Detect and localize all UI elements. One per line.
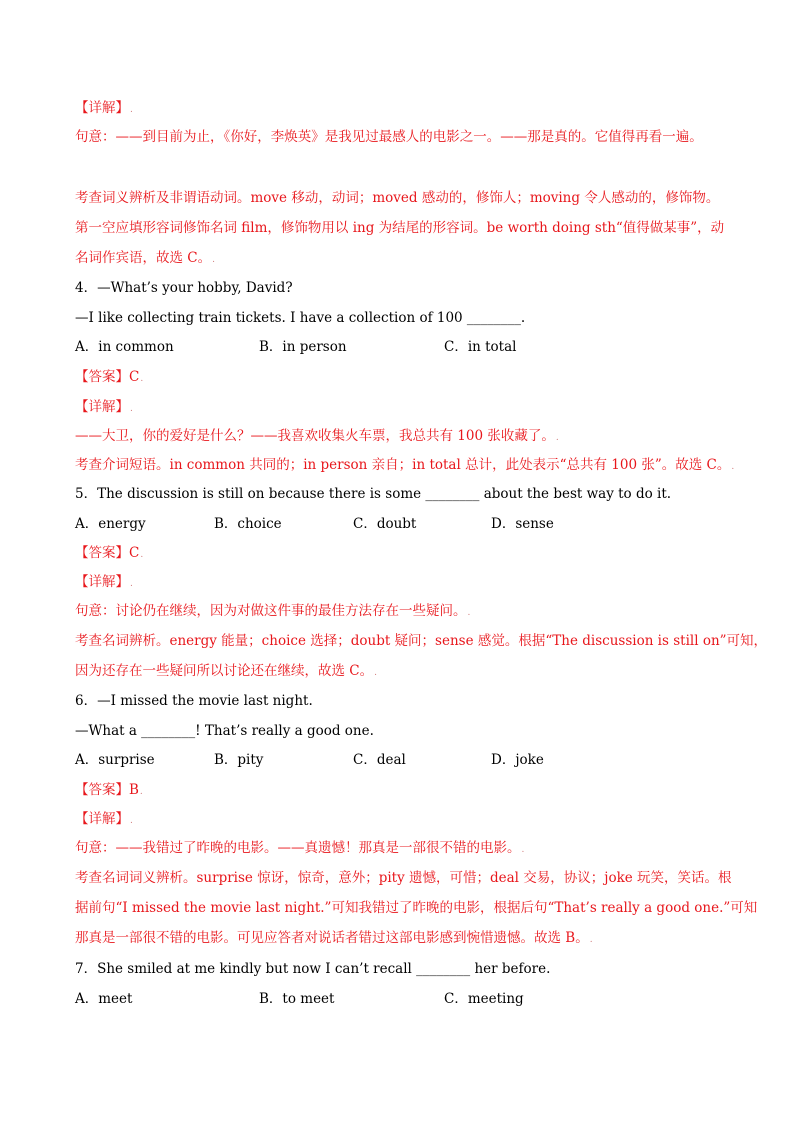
q6-detail-label: 【详解】. xyxy=(75,811,133,827)
q4-detail-label: 【详解】. xyxy=(75,399,133,415)
q6-meaning: 句意：——我错过了昨晚的电影。——真遗憾！那真是一部很不错的电影。. xyxy=(75,840,525,856)
q6-option-d: D．joke xyxy=(491,752,544,768)
q7-option-b: B．to meet xyxy=(259,991,335,1007)
q3-analysis-line-3: 名词作宾语，故选 C。. xyxy=(75,250,215,266)
q6-analysis-line-2: 据前句“I missed the movie last night.”可知我错过了昨晚的电影，根据后句“That’s really a good one.”可知 xyxy=(75,900,758,916)
q5-option-d: D．sense xyxy=(491,516,554,532)
q4-answer: 【答案】C. xyxy=(75,369,144,385)
q6-option-b: B．pity xyxy=(214,752,264,768)
q5-analysis-line-2: 因为还存在一些疑问所以讨论还在继续，故选 C。. xyxy=(75,663,377,679)
q7-stem: 7．She smiled at me kindly but now I can’t recall ________ her before. xyxy=(75,961,551,977)
q3-analysis-line-1: 考查词义辨析及非谓语动词。move 移动，动词；moved 感动的，修饰人；moving 令人感动的，修饰物。 xyxy=(75,190,720,206)
q5-option-b: B．choice xyxy=(214,516,282,532)
q4-stem-line-1: 4．—What’s your hobby, David? xyxy=(75,280,293,296)
q6-analysis-line-3: 那真是一部很不错的电影。可见应答者对说话者错过这部电影感到惋惜遗憾。故选 B。. xyxy=(75,930,593,946)
q7-option-c: C．meeting xyxy=(444,991,524,1007)
q6-option-c: C．deal xyxy=(353,752,406,768)
q3-meaning: 句意：——到目前为止，《你好，李焕英》是我见过最感人的电影之一。——那是真的。它值得再看一遍。 xyxy=(75,129,703,145)
q7-option-a: A．meet xyxy=(75,991,133,1007)
q4-option-b: B．in person xyxy=(259,339,347,355)
q6-stem-line-1: 6．—I missed the movie last night. xyxy=(75,693,313,709)
q5-detail-label: 【详解】. xyxy=(75,574,133,590)
q4-analysis: 考查介词短语。in common 共同的；in person 亲自；in total 总计，此处表示“总共有 100 张”。故选 C。. xyxy=(75,457,735,473)
q4-option-a: A．in common xyxy=(75,339,174,355)
q5-meaning: 句意：讨论仍在继续，因为对做这件事的最佳方法存在一些疑问。. xyxy=(75,603,471,619)
q5-answer: 【答案】C. xyxy=(75,545,144,561)
q3-detail-label: 【详解】. xyxy=(75,100,133,116)
q3-analysis-line-2: 第一空应填形容词修饰名词 film，修饰物用以 ing 为结尾的形容词。be worth doing sth“值得做某事”，动 xyxy=(75,220,725,236)
q6-analysis-line-1: 考查名词词义辨析。surprise 惊讶，惊奇，意外；pity 遗憾，可惜；deal 交易，协议；joke 玩笑，笑话。根 xyxy=(75,870,732,886)
q5-option-c: C．doubt xyxy=(353,516,417,532)
q5-analysis-line-1: 考查名词辨析。energy 能量；choice 选择；doubt 疑问；sense 感觉。根据“The discussion is still on”可知， xyxy=(75,633,768,649)
q6-stem-line-2: —What a ________! That’s really a good one. xyxy=(75,723,374,739)
q6-answer: 【答案】B. xyxy=(75,782,143,798)
q4-stem-line-2: —I like collecting train tickets. I have a collection of 100 ________. xyxy=(75,310,526,326)
q5-stem: 5．The discussion is still on because there is some ________ about the best way to do it. xyxy=(75,486,672,502)
q5-option-a: A．energy xyxy=(75,516,146,532)
q6-option-a: A．surprise xyxy=(75,752,155,768)
q4-meaning: ——大卫，你的爱好是什么？——我喜欢收集火车票，我总共有 100 张收藏了。. xyxy=(75,428,559,444)
q4-option-c: C．in total xyxy=(444,339,517,355)
